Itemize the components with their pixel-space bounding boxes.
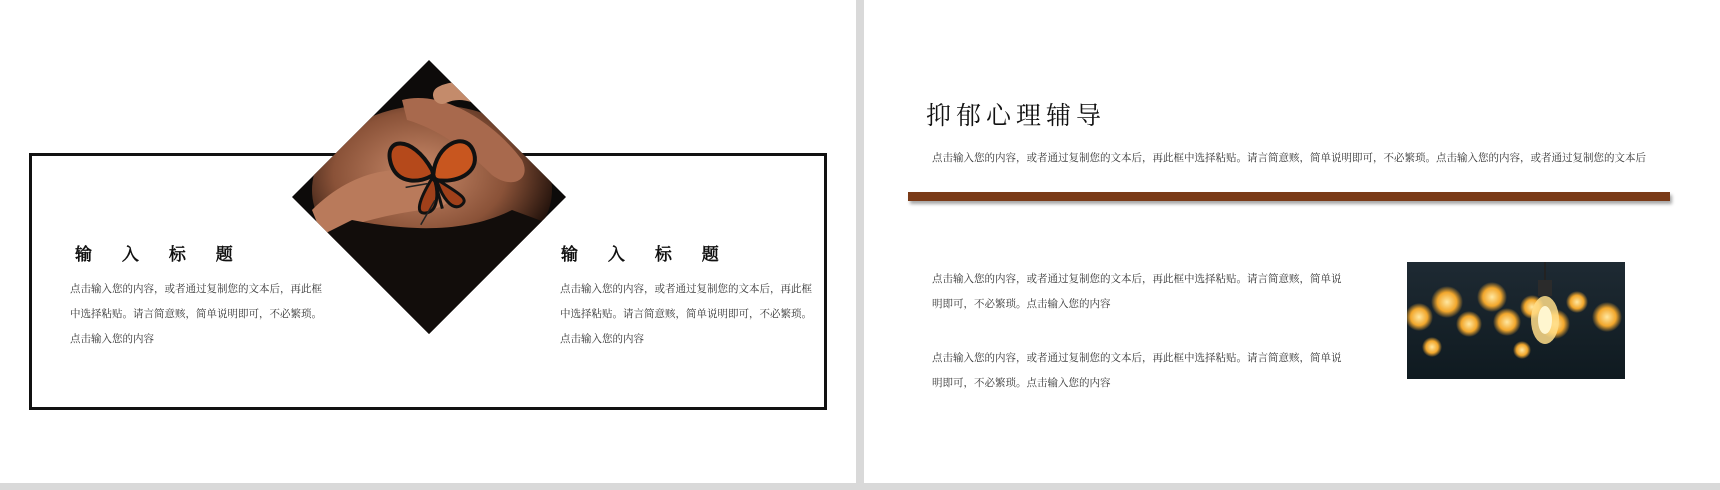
block-text-left: 点击输入您的内容，或者通过复制您的文本后，再此框中选择粘贴。请言简意赅，简单说明即可，不必繁琐。点击输入您的内容 — [70, 283, 322, 345]
page-title: 抑郁心理辅导 — [926, 101, 1107, 130]
block-text-right: 点击输入您的内容，或者通过复制您的文本后，再此框中选择粘贴。请言简意赅，简单说明即可，不必繁琐。点击输入您的内容 — [560, 283, 812, 345]
block-title-left: 输 入 标 题 — [75, 245, 245, 265]
slide-left — [0, 0, 856, 483]
paragraph-2: 点击输入您的内容，或者通过复制您的文本后，再此框中选择粘贴。请言简意赅，简单说明即可，不必繁琐。点击输入您的内容 — [932, 352, 1342, 389]
paragraph-1: 点击输入您的内容，或者通过复制您的文本后，再此框中选择粘贴。请言简意赅，简单说明即可，不必繁琐。点击输入您的内容 — [932, 273, 1342, 310]
butterfly-photo — [292, 60, 566, 334]
lightbulb-photo — [1407, 262, 1625, 379]
block-title-right: 输 入 标 题 — [561, 245, 731, 265]
accent-divider — [908, 192, 1670, 201]
slide-right — [864, 0, 1720, 483]
subtitle-text: 点击输入您的内容，或者通过复制您的文本后，再此框中选择粘贴。请言简意赅，简单说明即可，不必繁琐。点击输入您的内容，或者通过复制您的文本后 — [932, 152, 1646, 164]
